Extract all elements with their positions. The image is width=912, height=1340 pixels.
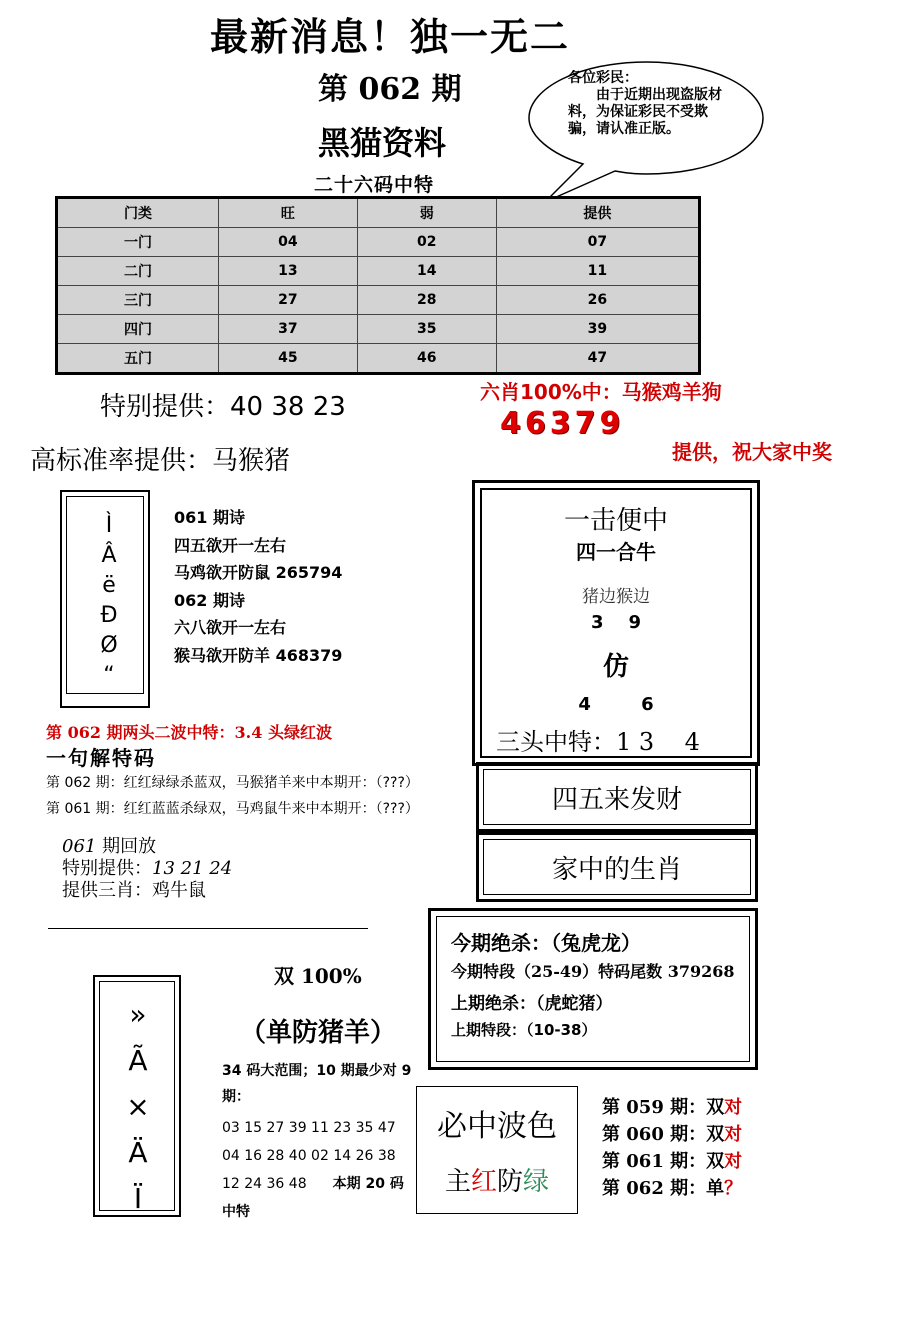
history-label: 第 060 期： bbox=[602, 1124, 707, 1145]
table-cell: 46 bbox=[357, 344, 496, 374]
table-cell: 45 bbox=[219, 344, 358, 374]
poem-line: 马鸡欲开防鼠 265794 bbox=[174, 563, 343, 583]
replay-block bbox=[62, 836, 232, 902]
riddle-line: 第 061 期：红红蓝蓝杀绿双，马鸡鼠牛来中本期开：（???） bbox=[46, 801, 419, 817]
table-row bbox=[57, 344, 700, 374]
table-header-row bbox=[57, 198, 700, 228]
bottom-glyph: Ä bbox=[128, 1136, 148, 1169]
poem-glyph: Ø bbox=[100, 633, 118, 658]
poem-glyph: ë bbox=[102, 573, 116, 598]
table-cell: 07 bbox=[496, 228, 699, 257]
history-mark: ？ bbox=[724, 1178, 743, 1199]
poem-glyph: Ì bbox=[105, 513, 113, 538]
issue-number: 第 062 期 bbox=[318, 72, 462, 107]
wave-guard-label: 防 bbox=[497, 1167, 524, 1197]
six-zodiac-numbers: 46379 bbox=[500, 406, 625, 441]
range-heading: 34 码大范围；10 期最少对 9 期： bbox=[222, 1063, 412, 1105]
range-tail: 本期 20 码 bbox=[332, 1176, 404, 1192]
poem-line: 062 期诗 bbox=[174, 590, 245, 610]
poem-text bbox=[174, 504, 342, 670]
history-label: 第 062 期： bbox=[602, 1178, 707, 1199]
replay-special bbox=[62, 858, 232, 880]
bottom-glyph-frame bbox=[99, 981, 175, 1215]
table-cell: 五门 bbox=[57, 344, 219, 374]
col-header: 旺 bbox=[219, 198, 358, 228]
table-cell: 三门 bbox=[57, 286, 219, 315]
history-mark: 对 bbox=[724, 1124, 743, 1145]
table-cell: 47 bbox=[496, 344, 699, 374]
double-line: 双 100% bbox=[274, 964, 362, 988]
good-luck-text: 提供，祝大家中奖 bbox=[672, 440, 832, 464]
replay-special-label: 特别提供： bbox=[62, 858, 152, 879]
table-cell: 39 bbox=[496, 315, 699, 344]
two-head-line: 第 062 期两头二波中特：3.4 头绿红波 bbox=[46, 723, 332, 742]
table-cell: 一门 bbox=[57, 228, 219, 257]
wave-color-box bbox=[416, 1086, 578, 1214]
family-zodiac-box bbox=[476, 832, 758, 902]
table-cell: 27 bbox=[219, 286, 358, 315]
wave-guard-color: 绿 bbox=[523, 1167, 550, 1197]
table-cell: 14 bbox=[357, 257, 496, 286]
poem-line: 061 期诗 bbox=[174, 508, 245, 527]
wave-color-line bbox=[417, 1161, 577, 1198]
poem-glyph: “ bbox=[103, 663, 115, 688]
kill-line: 今期绝杀：（兔虎龙） bbox=[451, 931, 641, 955]
replay-title bbox=[62, 836, 232, 858]
kill-frame bbox=[436, 916, 750, 1062]
one-hit-nums2: 4 6 bbox=[578, 694, 654, 715]
history-value: 双 bbox=[706, 1097, 725, 1118]
one-hit-frame bbox=[480, 488, 752, 758]
kill-box bbox=[428, 908, 758, 1070]
poem-line: 四五欲开一左右 bbox=[174, 535, 287, 555]
table-cell: 13 bbox=[219, 257, 358, 286]
family-zodiac-text: 家中的生肖 bbox=[483, 839, 751, 895]
history-value: 双 bbox=[706, 1124, 725, 1145]
poem-glyph-column bbox=[89, 511, 129, 691]
range-row bbox=[222, 1170, 422, 1198]
poem-glyph: Ð bbox=[100, 603, 118, 628]
history-value: 单 bbox=[706, 1178, 725, 1199]
wave-color-title: 必中波色 bbox=[437, 1109, 557, 1144]
single-guard-line: （单防猪羊） bbox=[240, 1018, 397, 1048]
page-title: 最新消息！独一无二 bbox=[210, 14, 571, 59]
replay-three-xiao: 鸡牛鼠 bbox=[152, 880, 206, 901]
col-header: 弱 bbox=[357, 198, 496, 228]
kill-line: 今期特段（25-49）特码尾数 379268 bbox=[451, 962, 735, 981]
riddle-lines bbox=[46, 770, 419, 822]
table-cell: 28 bbox=[357, 286, 496, 315]
replay-special-nums: 13 21 24 bbox=[152, 858, 233, 879]
six-zodiac-line: 六肖100%中：马猴鸡羊狗 bbox=[480, 380, 722, 404]
table-cell: 二门 bbox=[57, 257, 219, 286]
table-row bbox=[57, 257, 700, 286]
one-hit-title: 一击便中 bbox=[563, 506, 668, 536]
table-row bbox=[57, 228, 700, 257]
replay-three bbox=[62, 880, 232, 902]
kill-line: 上期特段：（10-38） bbox=[451, 1021, 597, 1039]
history-item bbox=[602, 1094, 742, 1121]
history-mark: 对 bbox=[724, 1097, 743, 1118]
fortune-text: 四五来发财 bbox=[483, 769, 751, 825]
table-caption: 二十六码中特 bbox=[314, 174, 435, 196]
replay-issue: 061 bbox=[62, 836, 97, 857]
poem-glyph-box bbox=[60, 490, 150, 708]
table-row bbox=[57, 315, 700, 344]
replay-title-rest: 期回放 bbox=[96, 836, 157, 857]
range-row: 03 15 27 39 11 23 35 47 bbox=[222, 1120, 396, 1136]
bottom-glyph: Ã bbox=[128, 1044, 148, 1077]
special-numbers: 特别提供：40 38 23 bbox=[100, 392, 346, 422]
history-item bbox=[602, 1175, 742, 1202]
poem-line: 六八欲开一左右 bbox=[174, 618, 287, 638]
history-item bbox=[602, 1148, 742, 1175]
bottom-glyph-box bbox=[93, 975, 181, 1217]
bubble-greeting: 各位彩民： bbox=[568, 70, 638, 86]
history-item bbox=[602, 1121, 742, 1148]
riddle-heading: 一句解特码 bbox=[46, 746, 156, 770]
divider bbox=[48, 928, 368, 929]
wave-main-label: 主 bbox=[444, 1167, 471, 1197]
history-list bbox=[602, 1094, 742, 1202]
high-rate-zodiac: 高标准率提供：马猴猪 bbox=[30, 446, 291, 476]
one-hit-edge: 猪边猴边 bbox=[582, 587, 650, 607]
history-value: 双 bbox=[706, 1151, 725, 1172]
range-numbers bbox=[222, 1114, 422, 1226]
table-cell: 四门 bbox=[57, 315, 219, 344]
col-header: 提供 bbox=[496, 198, 699, 228]
one-hit-sub: 四一合牛 bbox=[576, 540, 656, 564]
bottom-glyph: × bbox=[126, 1090, 150, 1123]
table-cell: 26 bbox=[496, 286, 699, 315]
wave-main-color: 红 bbox=[470, 1167, 497, 1197]
fortune-box bbox=[476, 762, 758, 832]
table-cell: 35 bbox=[357, 315, 496, 344]
col-header: 门类 bbox=[57, 198, 219, 228]
table-cell: 02 bbox=[357, 228, 496, 257]
one-hit-box bbox=[472, 480, 760, 766]
one-hit-nums1: 3 9 bbox=[590, 612, 642, 633]
kill-line: 上期绝杀：（虎蛇猪） bbox=[451, 994, 613, 1014]
range-tail2: 中特 bbox=[222, 1204, 250, 1220]
table-cell: 11 bbox=[496, 257, 699, 286]
replay-three-label: 提供三肖： bbox=[62, 880, 152, 901]
bubble-notice bbox=[568, 70, 726, 150]
table-row bbox=[57, 286, 700, 315]
bottom-glyph: » bbox=[129, 998, 147, 1031]
table-cell: 37 bbox=[219, 315, 358, 344]
history-label: 第 059 期： bbox=[602, 1097, 707, 1118]
table-cell: 04 bbox=[219, 228, 358, 257]
poem-line: 猴马欲开防羊 468379 bbox=[174, 645, 343, 665]
source-name: 黑猫资料 bbox=[318, 124, 447, 162]
range-row-nums: 12 24 36 48 bbox=[222, 1176, 307, 1192]
riddle-line: 第 062 期：红红绿绿杀蓝双，马猴猪羊来中本期开：（???） bbox=[46, 775, 419, 791]
number-table bbox=[55, 196, 701, 375]
range-row: 04 16 28 40 02 14 26 38 bbox=[222, 1148, 396, 1164]
history-mark: 对 bbox=[724, 1151, 743, 1172]
bubble-body: 由于近期出现盗版材料，为保证彩民不受欺骗，请认准正版。 bbox=[568, 87, 722, 137]
bottom-glyph: Ï bbox=[133, 1182, 143, 1215]
poem-glyph-frame bbox=[66, 496, 144, 694]
bottom-glyph-column bbox=[118, 992, 158, 1222]
history-label: 第 061 期： bbox=[602, 1151, 707, 1172]
three-head-line: 三头中特：1 3 4 bbox=[496, 728, 700, 756]
poem-glyph: Â bbox=[101, 543, 117, 568]
one-hit-fang: 仿 bbox=[602, 652, 629, 682]
